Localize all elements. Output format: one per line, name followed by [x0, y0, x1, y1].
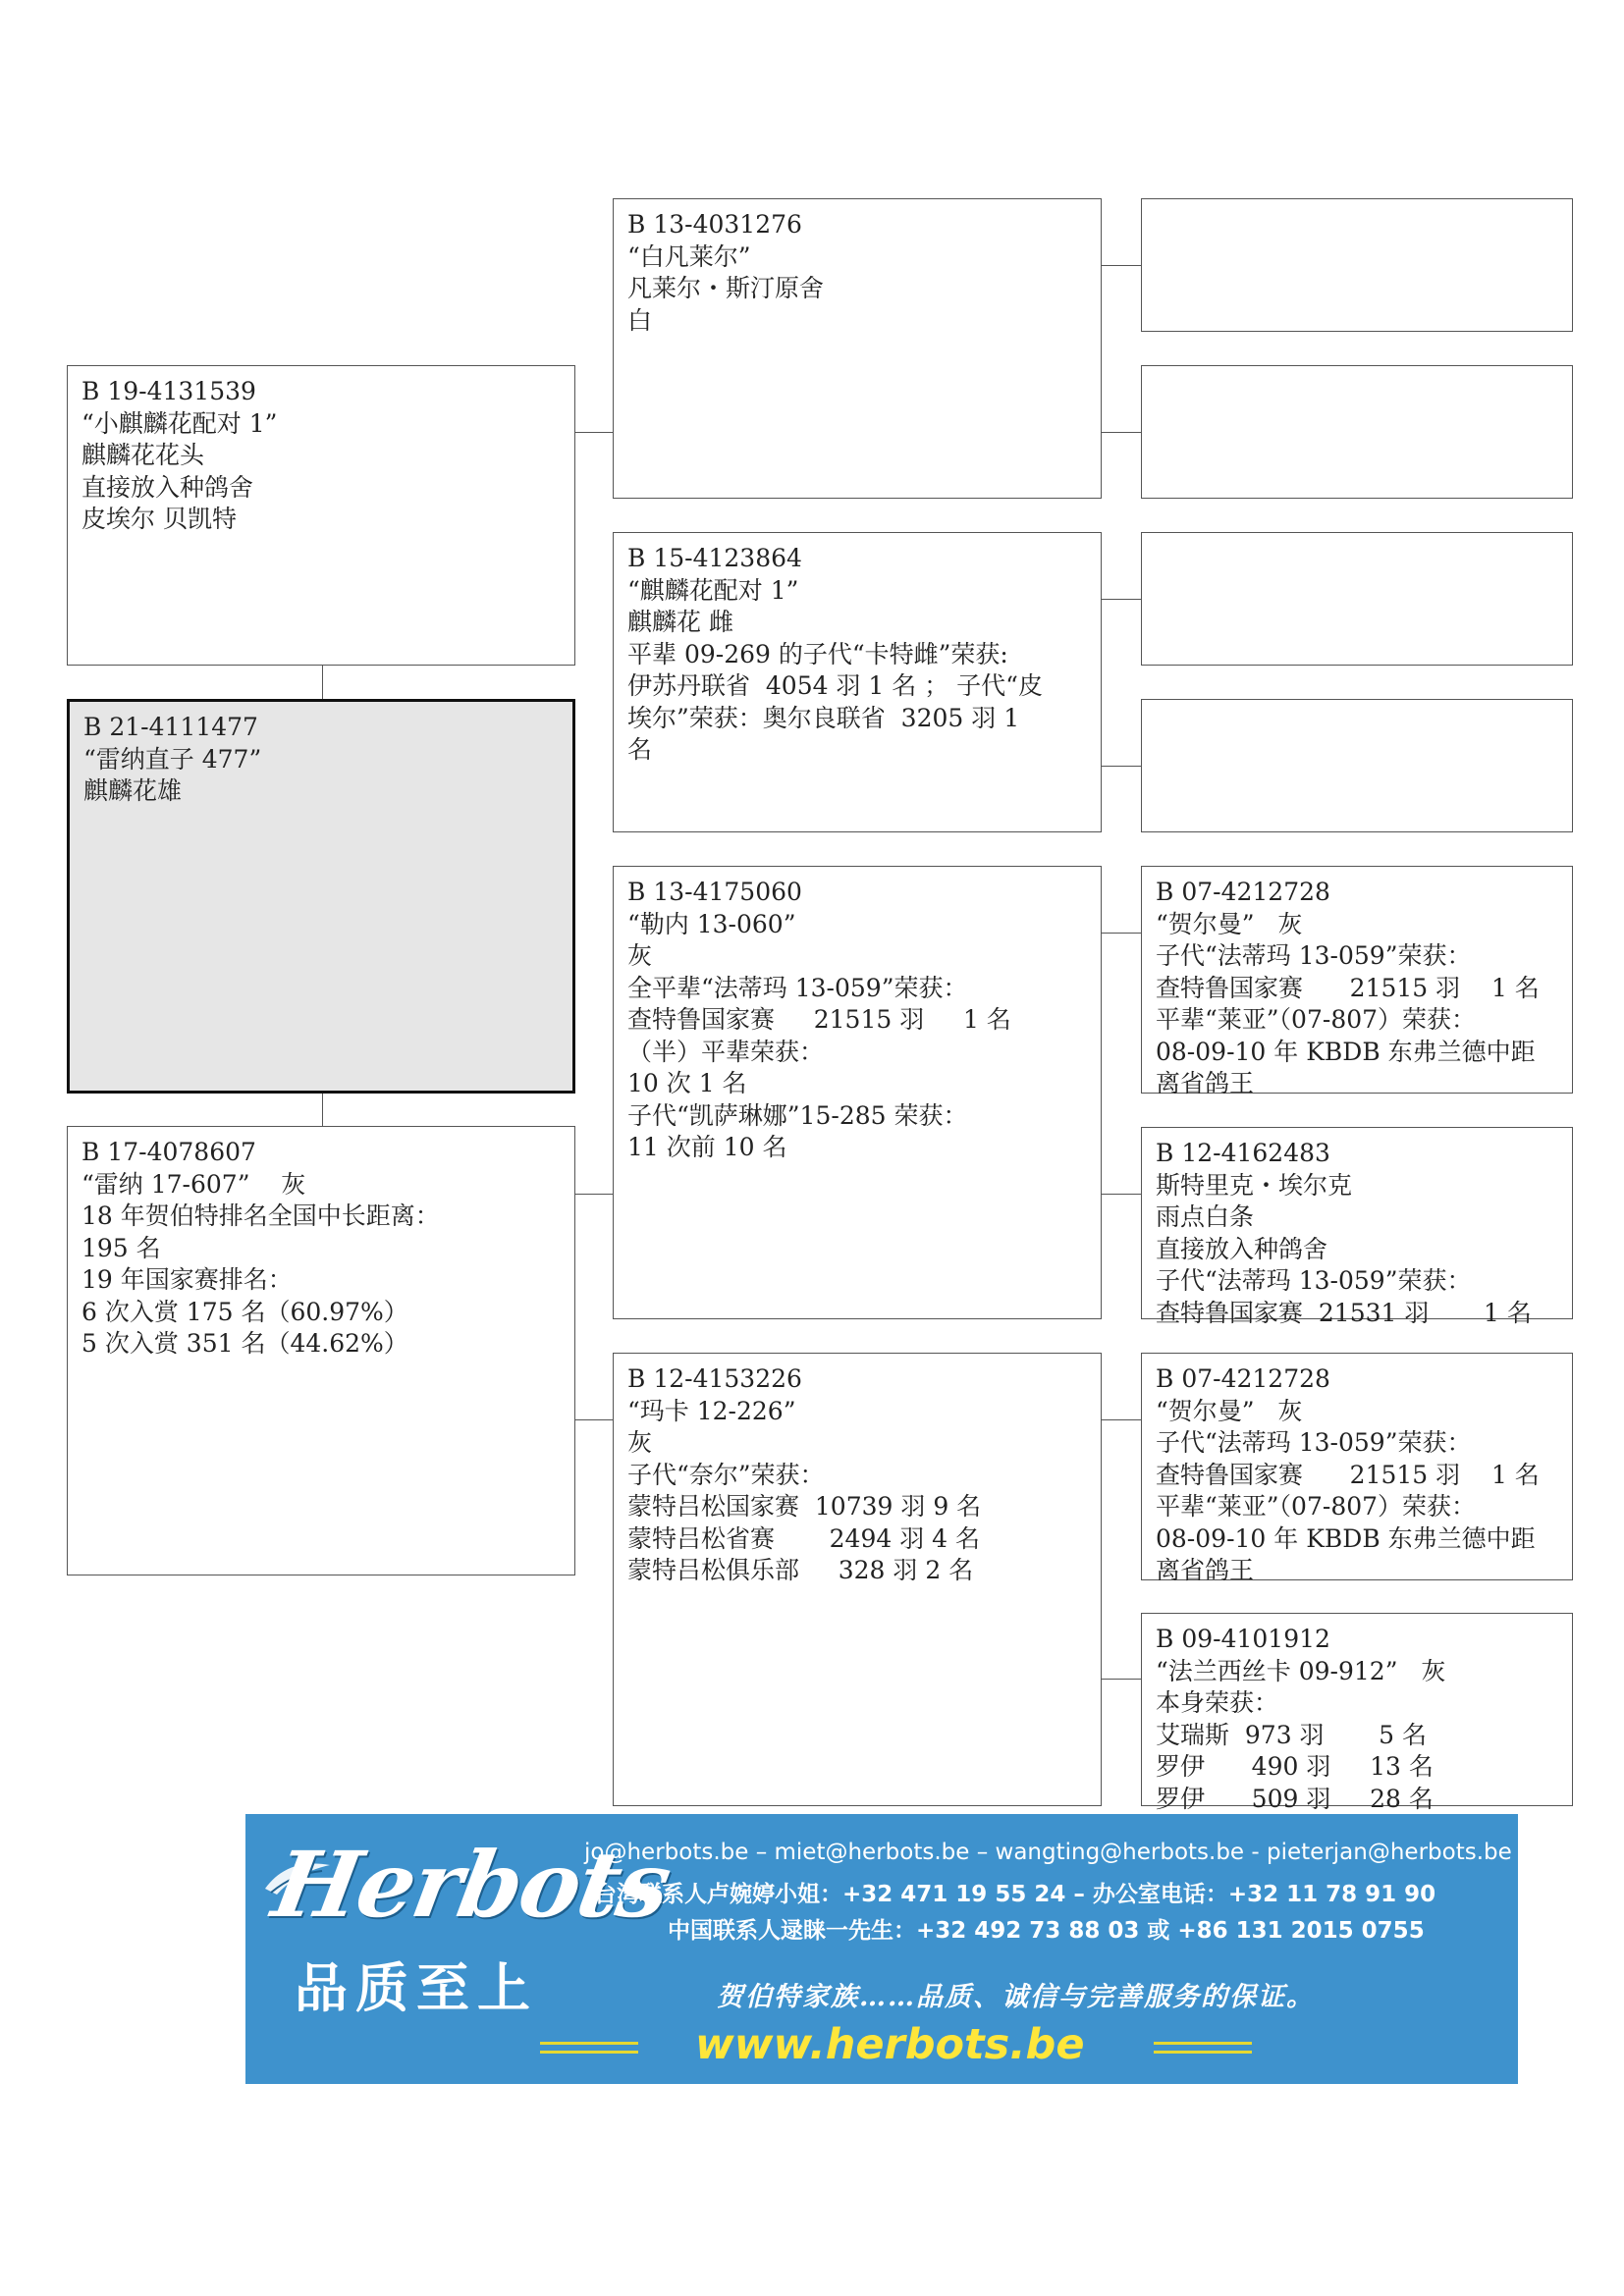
pedigree-text-line: 直接放入种鸽舍 — [81, 472, 254, 502]
decor-line-right — [1154, 2042, 1252, 2054]
pedigree-text-line: B 13-4175060 — [627, 878, 802, 906]
ggp-card-6 — [1141, 1127, 1573, 1327]
pedigree-text-line: 灰 — [627, 1428, 653, 1457]
subject-card — [67, 699, 575, 1094]
pedigree-text-line: 18 年贺伯特排名全国中长距离： — [81, 1201, 440, 1230]
pedigree-text-line: 伊苏丹联省 4054 羽 1 名 ； 子代“皮 — [627, 671, 1043, 700]
dam-sire-card — [613, 866, 1102, 1319]
pedigree-text-line: 蒙特吕松国家赛 10739 羽 9 名 — [627, 1492, 982, 1521]
pedigree-text-line: 平辈 09-269 的子代“卡特雌”荣获: — [627, 639, 1008, 668]
pedigree-text-line: B 17-4078607 — [81, 1138, 256, 1166]
pedigree-text-line: 艾瑞斯 973 羽 5 名 — [1156, 1720, 1428, 1749]
pedigree-text-line: 查特鲁国家赛 21531 羽 1 名 — [1156, 1298, 1532, 1327]
pedigree-text-line: 子代“法蒂玛 13-059”荣获： — [1156, 1266, 1472, 1295]
connector-g3-4a — [1102, 1419, 1141, 1420]
connector-g3-1b — [1102, 432, 1141, 433]
connector-g3-2a — [1102, 599, 1141, 600]
connector-g3-2b — [1102, 766, 1141, 767]
pedigree-text-line: 08-09-10 年 KBDB 东弗兰德中距 — [1156, 1037, 1536, 1066]
pedigree-text-line: 直接放入种鸽舍 — [1156, 1234, 1328, 1263]
ggp-card-7 — [1141, 1353, 1573, 1584]
pedigree-text-line: 离省鸽王 — [1156, 1069, 1255, 1097]
pedigree-text-line: （半）平辈荣获： — [627, 1037, 825, 1066]
connector-subject-sire — [322, 666, 323, 699]
sire-sire-card — [613, 198, 1102, 499]
pedigree-text-line: 麒麟花花头 — [81, 441, 205, 469]
connector-sire-to-parents — [575, 432, 613, 433]
herbots-logo: Herbots — [265, 1832, 677, 1938]
pedigree-text-line: 子代“凯萨琳娜”15-285 荣获： — [627, 1100, 968, 1130]
pedigree-text-line: 罗伊 509 羽 28 名 — [1156, 1784, 1434, 1813]
connector-subject-dam — [322, 1094, 323, 1126]
pedigree-text-line: 子代“法蒂玛 13-059”荣获： — [1156, 941, 1472, 970]
pedigree-text-line: 08-09-10 年 KBDB 东弗兰德中距 — [1156, 1523, 1536, 1553]
ggp-card-8 — [1141, 1613, 1573, 1813]
tagline: 贺伯特家族……品质、诚信与完善服务的保证。 — [717, 1982, 1315, 2012]
connector-g3-1a — [1102, 265, 1141, 266]
pedigree-text-line: “贺尔曼” 灰 — [1156, 909, 1303, 938]
pedigree-text-line: 蒙特吕松俱乐部 328 羽 2 名 — [627, 1556, 974, 1584]
pedigree-text-line: “贺尔曼” 灰 — [1156, 1396, 1303, 1425]
pedigree-text-line: 埃尔”荣获：奥尔良联省 3205 羽 1 — [627, 703, 1020, 732]
decor-line-left — [540, 2042, 638, 2054]
herbots-banner — [245, 1814, 1518, 2084]
ggp-card-4 — [1141, 699, 1573, 832]
ggp-card-1 — [1141, 198, 1573, 332]
pedigree-text-line: “小麒麟花配对 1” — [81, 408, 278, 438]
pedigree-text-line: 白 — [627, 305, 653, 335]
pedigree-text-line: B 21-4111477 — [83, 713, 258, 741]
pedigree-text-line: “麒麟花配对 1” — [627, 575, 799, 605]
website-link[interactable]: www.herbots.be — [695, 2020, 1085, 2069]
pedigree-text-line: “雷纳 17-607” 灰 — [81, 1169, 306, 1199]
pedigree-text-line: 5 次入赏 351 名（44.62%） — [81, 1329, 408, 1358]
ggp-card-5 — [1141, 866, 1573, 1097]
pedigree-text-line: 查特鲁国家赛 21515 羽 1 名 — [1156, 1460, 1540, 1489]
pedigree-text-line: 19 年国家赛排名： — [81, 1265, 293, 1294]
slogan: 品质至上 — [295, 1957, 538, 2019]
connector-g3-3a — [1102, 933, 1141, 934]
pedigree-text-line: “白凡莱尔” — [627, 241, 751, 271]
sire-card — [67, 365, 575, 666]
dam-dam-card — [613, 1353, 1102, 1806]
pedigree-text-line: 全平辈“法蒂玛 13-059”荣获： — [627, 973, 968, 1002]
pedigree-text-line: 平辈“莱亚”（07-807）荣获： — [1156, 1005, 1477, 1034]
email-list[interactable]: jo@herbots.be – miet@herbots.be – wangting@herbots.be - pieterjan@herbots.be — [584, 1840, 1512, 1865]
connector-g3-3b — [1102, 1194, 1141, 1195]
pedigree-text-line: 子代“奈尔”荣获： — [627, 1460, 825, 1489]
pedigree-text-line: 名 — [627, 735, 653, 764]
connector-g3-4b — [1102, 1679, 1141, 1680]
pedigree-text-line: 麒麟花雄 — [83, 776, 183, 805]
pedigree-text-line: B 12-4162483 — [1156, 1139, 1330, 1167]
pedigree-text-line: B 07-4212728 — [1156, 878, 1330, 906]
pedigree-text-line: “勒内 13-060” — [627, 909, 796, 938]
taiwan-contact: 台湾联系人卢婉婷小姐：+32 471 19 55 24 – 办公室电话：+32 11 78 91 90 — [594, 1882, 1436, 1907]
pedigree-text-line: B 12-4153226 — [627, 1364, 802, 1393]
pedigree-text-line: 蒙特吕松省赛 2494 羽 4 名 — [627, 1523, 980, 1553]
pedigree-text-line: 子代“法蒂玛 13-059”荣获： — [1156, 1428, 1472, 1457]
pedigree-text-line: B 09-4101912 — [1156, 1625, 1330, 1653]
china-contact: 中国联系人逯睐一先生：+32 492 73 88 03 或 +86 131 2015 0755 — [668, 1918, 1425, 1944]
pedigree-text-line: 本身荣获： — [1156, 1688, 1279, 1717]
pedigree-text-line: 查特鲁国家赛 21515 羽 1 名 — [627, 1005, 1011, 1034]
pedigree-text-line: 斯特里克・埃尔克 — [1156, 1170, 1353, 1200]
pedigree-text-line: 罗伊 490 羽 13 名 — [1156, 1752, 1434, 1781]
pedigree-text-line: B 15-4123864 — [627, 544, 802, 572]
pedigree-text-line: 灰 — [627, 941, 653, 970]
dam-card — [67, 1126, 575, 1575]
pedigree-text-line: B 13-4031276 — [627, 210, 802, 239]
ggp-card-2 — [1141, 365, 1573, 499]
pedigree-text-line: 平辈“莱亚”（07-807）荣获： — [1156, 1492, 1477, 1521]
pedigree-text-line: 11 次前 10 名 — [627, 1133, 787, 1161]
connector-dam-to-parents — [575, 1194, 613, 1195]
pedigree-text-line: 凡莱尔・斯汀原舍 — [627, 274, 825, 302]
pedigree-text-line: B 07-4212728 — [1156, 1364, 1330, 1393]
pedigree-text-line: 10 次 1 名 — [627, 1069, 747, 1097]
pedigree-text-line: B 19-4131539 — [81, 377, 256, 405]
sire-dam-card — [613, 532, 1102, 832]
ggp-card-3 — [1141, 532, 1573, 666]
connector-dam-to-parents-2 — [575, 1419, 613, 1420]
pedigree-text-line: 195 名 — [81, 1233, 161, 1262]
pedigree-text-line: 麒麟花 雌 — [627, 608, 733, 636]
pedigree-text-line: 雨点白条 — [1156, 1202, 1255, 1231]
pedigree-text-line: 皮埃尔 贝凯特 — [81, 505, 237, 533]
pedigree-text-line: 查特鲁国家赛 21515 羽 1 名 — [1156, 973, 1540, 1002]
pedigree-text-line: “法兰西丝卡 09-912” 灰 — [1156, 1656, 1446, 1685]
pedigree-text-line: 6 次入赏 175 名（60.97%） — [81, 1297, 408, 1326]
pedigree-text-line: “雷纳直子 477” — [83, 744, 262, 774]
pedigree-text-line: 离省鸽王 — [1156, 1556, 1255, 1584]
pedigree-text-line: “玛卡 12-226” — [627, 1396, 796, 1425]
